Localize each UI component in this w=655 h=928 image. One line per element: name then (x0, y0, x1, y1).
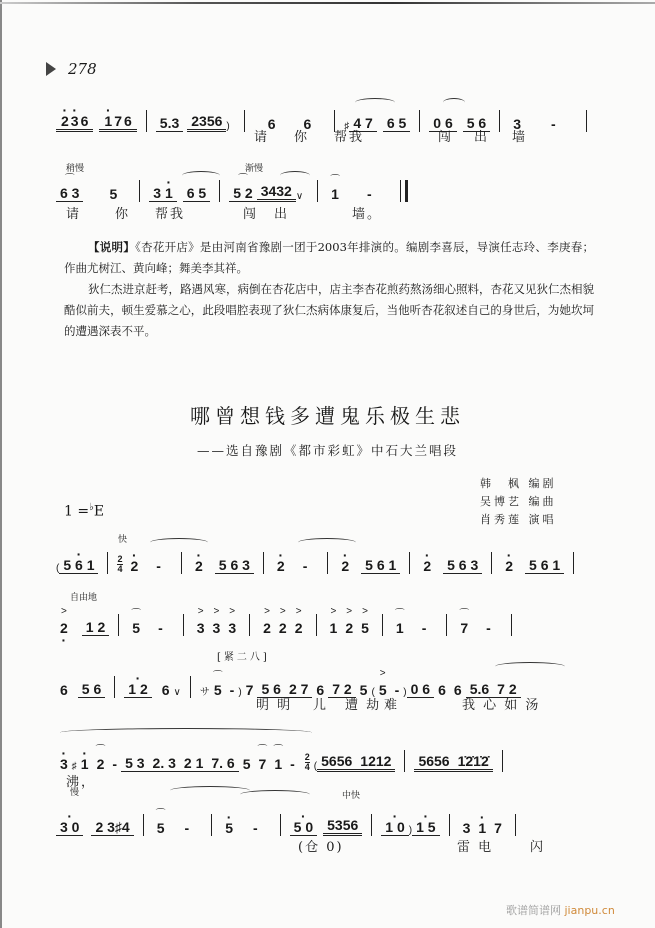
note: · 3 (56, 756, 72, 772)
note-group: 0 6 (407, 681, 434, 698)
barline (183, 614, 184, 636)
time-sig-top: 2 (117, 554, 123, 564)
note: > 5 (375, 682, 391, 698)
note-group: 4 7 (349, 115, 376, 132)
note-group: 5 6 (78, 681, 105, 698)
note-group: · 1 2 (124, 681, 151, 698)
note-group: ⌒ 5 2 (229, 185, 256, 202)
prev-system-1: · 2 · 3 6 · 1 7 6 5.3 2356 ) 6 6 ♯ 4 7 6 5 0 6 5 6 3 - (56, 110, 596, 132)
note-group: 5 6 (463, 115, 490, 132)
note: · 2 (191, 558, 207, 574)
barline (409, 552, 410, 574)
note: ⌒ 5 (210, 682, 226, 698)
lyric: 闯 (243, 207, 259, 222)
note-group: 2 3♯4 (91, 819, 133, 836)
barline (317, 180, 318, 202)
watermark-site: 歌谱简谱网 (506, 904, 561, 917)
lyric: 闪 (530, 840, 546, 855)
note: · 2 (419, 558, 435, 574)
tempo-mark: 中快 (342, 791, 361, 801)
credit-singer: 肖秀莲 演唱 (480, 513, 557, 526)
dash: - (366, 186, 372, 202)
lyric: 我 心 如 汤 (462, 698, 541, 713)
percussion-mark: (仓 0) (298, 840, 344, 855)
lyric: 沸， (66, 775, 97, 790)
notes-paragraph-1 (64, 237, 594, 279)
lyric: 儿 (313, 698, 329, 713)
note: ⌒ 7 (456, 620, 472, 636)
note: ⌒ 1 (392, 620, 408, 636)
note: · 1 (474, 820, 490, 836)
note: > 2 (259, 620, 275, 636)
barline (382, 614, 383, 636)
note: 5 (109, 186, 118, 202)
song-system-2: > 2 · 1 2 ⌒ 5 - > 3 > 3 > 3 > 2 > 2 > 2 > 1 > 2 > 5 ⌒ 1 - ⌒ 7 - (56, 614, 521, 636)
barline (327, 552, 328, 574)
lyric: 请 (66, 207, 82, 222)
barline (143, 814, 144, 836)
song-system-1: ( · 5 6 1 2 4 · 2 - · 2 5 6 3 · 2 - · 2 5 6 1 · 2 5 6 3 · 2 5 6 1 (56, 552, 583, 574)
song-title: 哪曾想钱多遭鬼乐极生悲 (190, 404, 465, 428)
slur (280, 171, 310, 180)
note-group: 2 1 (180, 755, 207, 772)
barline (139, 180, 140, 202)
prev-system-2: ⌒ 6 3 5 3 · 1 6 5 ⌒ 5 2 3432 ∨ ⌒ 1 - (56, 180, 414, 202)
note-group: 5 3 (121, 755, 148, 772)
lyric: 难 (384, 698, 400, 713)
note: 7 (494, 820, 502, 836)
note: 3 (462, 820, 471, 836)
key-signature (64, 502, 104, 520)
note: ⌒ 2 (93, 756, 109, 772)
slur (170, 786, 250, 795)
section-mark: [紧二八] (217, 652, 270, 663)
note-group: 5 6 1 (361, 557, 400, 574)
lyric: 请 (254, 130, 270, 145)
watermark-url: jianpu.cn (564, 904, 615, 917)
note-group: 5 6 3 (443, 557, 482, 574)
lyric: 你 (294, 130, 310, 145)
song-subtitle: ——选自豫剧《都市彩虹》中石大兰唱段 (196, 443, 458, 458)
note-group: 5 6 (257, 681, 284, 698)
slur (150, 538, 208, 547)
lyric: 出 (274, 207, 290, 222)
lyric: 你 (115, 207, 131, 222)
watermark (506, 902, 615, 918)
barline (499, 110, 500, 132)
note: 6 (316, 682, 325, 698)
note: 6 (438, 682, 446, 698)
lyric: 墙 (512, 130, 528, 145)
note: > 1 (326, 620, 342, 636)
slur (355, 98, 395, 107)
barline (316, 614, 317, 636)
lyric: 墙。 (352, 207, 383, 222)
note-group: 1212 (356, 753, 395, 772)
song-system-5: · 3 0 2 3♯4 ⌒ 5 - · 5 - · 5 0 5356 · 1 0 ) · 1 5 3 · 1 7 (56, 814, 525, 836)
note-group: 3 · 1 (149, 185, 176, 202)
note: ⌒ 1 (327, 186, 343, 202)
time-signature (117, 555, 122, 574)
notes-paragraph-2 (64, 279, 594, 342)
barline (146, 110, 147, 132)
note-group: 2. 3 (149, 755, 180, 772)
barline (249, 614, 250, 636)
note-group: · 1 7 6 (99, 113, 136, 132)
note: ⌒ 7 (255, 756, 271, 772)
note: 7 (245, 682, 254, 698)
note-group: · 1 0 (381, 819, 408, 836)
note: 6 (453, 682, 462, 698)
barline (586, 110, 587, 132)
barline (449, 814, 450, 836)
key-prefix: 1 = (64, 503, 90, 520)
page-number (46, 60, 97, 78)
barline (515, 814, 516, 836)
barline (419, 110, 420, 132)
note-group: · 1 5 (412, 819, 439, 836)
tempo-mark: 快 (118, 535, 128, 545)
tempo-mark: 渐慢 (245, 164, 264, 174)
note: > 3 (193, 620, 209, 636)
page-marker-icon (46, 62, 56, 76)
barline (371, 814, 372, 836)
note: 6 (267, 116, 276, 132)
note-group: 5.6 (466, 681, 493, 698)
tempo-mark: 稍慢 (66, 164, 85, 174)
note: · 2 (273, 558, 289, 574)
note-group: · 5 6 1 (59, 557, 98, 574)
credits (480, 475, 557, 529)
final-barline (400, 180, 408, 202)
slur (60, 728, 312, 737)
slur (443, 98, 465, 107)
note: ⌒ 5 (128, 620, 144, 636)
note-group: 7 2 (493, 681, 520, 698)
slur (298, 538, 356, 547)
note: ⌒ 5 (153, 820, 169, 836)
dash: - (290, 756, 295, 772)
note-group: 7 2 (328, 681, 355, 698)
barline (114, 676, 115, 698)
scan-top-edge (0, 2, 655, 4)
note: ⌒ 1 (270, 756, 286, 772)
note: 6 (303, 116, 312, 132)
key-note: E (93, 503, 105, 520)
note-group: 1 2 (82, 619, 109, 636)
barline (118, 614, 119, 636)
note-group: 6 5 (383, 115, 410, 132)
lyric: 帮我 (334, 130, 365, 145)
note: 3 (513, 116, 522, 132)
barline (211, 814, 212, 836)
barline (181, 552, 182, 574)
barline (263, 552, 264, 574)
notes-text: 狄仁杰进京赶考，路遇风寒，病倒在杏花店中，店主李杏花煎药熬汤细心照料，杏花又见狄仁杰相貌酷似前夫，顿生爱慕之心，此段唱腔表现了狄仁杰病体康复后，当他听杏花叙述自己的身世后，为她坎坷的遭遇深表不平。 (64, 282, 594, 338)
dash: - (551, 116, 556, 132)
note-group: · 5 0 (290, 819, 317, 836)
note-group: 2 7 (285, 681, 312, 698)
barline (280, 814, 281, 836)
note: · 2 (127, 558, 143, 574)
barline (491, 552, 492, 574)
page-number-text: 278 (68, 60, 97, 78)
note-group: 5 6 3 (215, 557, 254, 574)
lyric: 雷 电 (457, 840, 494, 855)
note-group: 2356 (187, 113, 226, 132)
dash: - (112, 756, 118, 772)
note-group: 5656 (317, 753, 356, 772)
tempo-mark: 慢 (70, 788, 80, 798)
barline (404, 750, 405, 772)
note: · 2 (337, 558, 353, 574)
note: 5 (242, 756, 251, 772)
note-group: 3432 (257, 183, 296, 202)
note-group: · 3 0 (56, 819, 83, 836)
note: · 1 (77, 756, 93, 772)
note: 6 (60, 682, 68, 698)
slur (495, 662, 565, 671)
lyric: 明 明 (256, 698, 293, 713)
lyric: 帮我 (155, 207, 186, 222)
barline (446, 614, 447, 636)
slur (182, 171, 220, 180)
barline (107, 552, 108, 574)
flat-icon: ♭ (89, 502, 94, 513)
lyric: 遭 劫 (345, 698, 382, 713)
note-group: 5656 (414, 753, 453, 772)
barline (244, 110, 245, 132)
lyric: 闯 (438, 130, 454, 145)
note: 5 (359, 682, 368, 698)
barline (190, 676, 191, 698)
barline (502, 750, 503, 772)
note: · 2 (501, 558, 517, 574)
note-group: 7. 6 (207, 755, 238, 772)
lyric: 出 (474, 130, 490, 145)
note: > 2 · (56, 620, 72, 636)
credit-writer: 韩 枫 编剧 (480, 477, 557, 490)
note: 6 (161, 682, 170, 698)
note-group: · 2 · 3 6 (56, 113, 93, 132)
note-group: 6 5 (183, 185, 210, 202)
tempo-mark: 自由地 (70, 593, 98, 603)
note-group: 1̇2̇1̇2̇ (454, 753, 493, 772)
scan-left-edge (0, 0, 2, 928)
song-system-3: 6 5 6 · 1 2 6 ∨ サ ⌒ 5 - ) 7 5 6 2 7 6 7 2 5 ( > 5 - ) 0 6 6 6 5.6 7 2 (56, 676, 521, 698)
song-system-4: · 3 ♯ · 1 ⌒ 2 - 5 3 2. 3 2 1 7. 6 5 ⌒ 7 ⌒ 1 - 2 4 ( 5656 1212 5656 1̇2̇1̇2̇ (56, 750, 512, 772)
barline (511, 614, 512, 636)
barline (573, 552, 574, 574)
notes-text: 《杏花开店》是由河南省豫剧一团于2003年排演的。编剧李喜辰，导演任志玲、李庚春；作曲尤树江、黄向峰；舞美李其祥。 (64, 240, 595, 275)
notes-label: 【说明】 (88, 240, 136, 254)
note-group: 0 6 (429, 115, 456, 132)
note: · 5 (221, 820, 237, 836)
credit-arranger: 吴博艺 编曲 (480, 495, 557, 508)
note-group: 5 6 1 (525, 557, 564, 574)
slur (240, 790, 310, 799)
note-group: 5.3 (156, 115, 183, 132)
time-signature: 2 4 (304, 752, 310, 772)
note-group: ⌒ 6 3 (56, 185, 83, 202)
barline (219, 180, 220, 202)
note-group: 5356 (323, 817, 362, 836)
time-sig-bottom: 4 (117, 564, 123, 574)
